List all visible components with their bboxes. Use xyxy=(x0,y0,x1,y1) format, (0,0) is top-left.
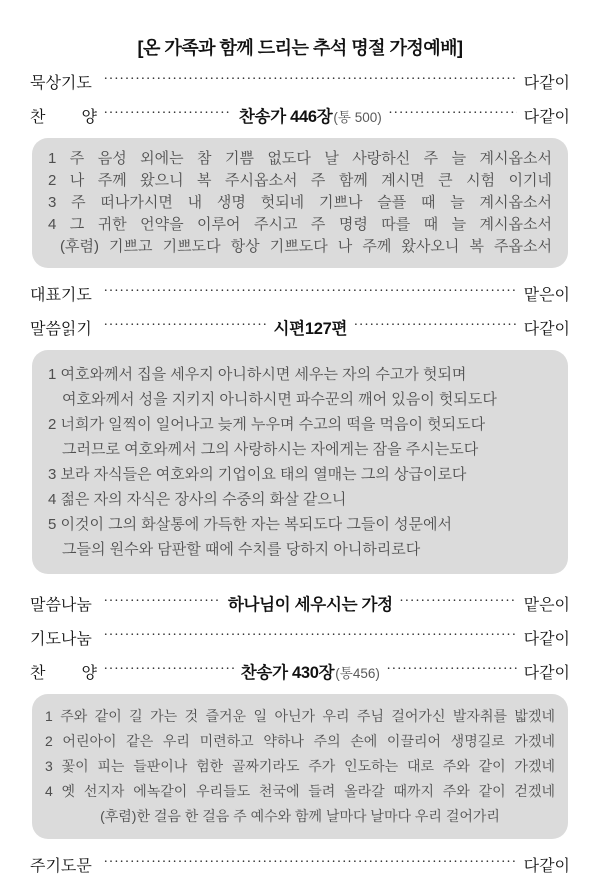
lyric-line: 1 주 음성 외에는 참 기쁨 없도다 날 사랑하신 주 늘 계시옵소서 xyxy=(48,150,552,167)
hymnal-cross-reference: (통456) xyxy=(335,666,380,681)
row-role: 맡은이 xyxy=(523,287,570,304)
order-row-hymn-446 xyxy=(30,104,570,129)
row-role: 맡은이 xyxy=(523,597,570,614)
lyric-line: 2 어린아이 같은 우리 미련하고 약하나 주의 손에 이끌리어 생명길로 가겠네 xyxy=(45,733,555,749)
psalm-verse-line: 5 이것이 그의 화살통에 가득한 자는 복되도다 그들이 성문에서 xyxy=(48,516,452,533)
lyric-line: 3 꽃이 피는 들판이나 험한 골짜기라도 주가 인도하는 대로 주와 같이 가겠네 xyxy=(45,758,555,774)
psalm-verse-line: 4 젊은 자의 자식은 장사의 수중의 화살 같으니 xyxy=(48,491,347,508)
lyric-line: 2 나 주께 왔으니 복 주시옵소서 주 함께 계시면 큰 시험 이기네 xyxy=(48,172,552,189)
dotted-leader xyxy=(104,626,517,644)
dotted-leader xyxy=(104,316,267,334)
row-role: 다같이 xyxy=(523,858,570,875)
lyric-line: 1 주와 같이 길 가는 것 즐거운 일 아닌가 우리 주님 걸어가신 발자취를 밟겠네 xyxy=(45,708,555,724)
lyric-line: 4 옛 선지자 에녹같이 우리들도 천국에 들려 올라갈 때까지 주와 같이 걷겠네 xyxy=(45,783,555,799)
sermon-title: 하나님이 세우시는 가정 xyxy=(227,596,393,614)
row-role: 다같이 xyxy=(523,75,570,92)
dotted-leader xyxy=(104,282,517,300)
order-row-representative-prayer xyxy=(30,282,570,307)
dotted-leader xyxy=(387,660,517,678)
dotted-leader xyxy=(104,592,221,610)
lyric-refrain-line: (후렴)한 걸음 한 걸음 주 예수와 함께 날마다 날마다 우리 걸어가리 xyxy=(100,808,500,824)
dotted-leader xyxy=(104,853,517,871)
row-label: 묵상기도 xyxy=(30,75,92,92)
order-row-scripture-reading xyxy=(30,316,570,341)
hymnal-cross-reference: (통 500) xyxy=(333,110,382,125)
row-role: 다같이 xyxy=(523,109,571,126)
dotted-leader xyxy=(389,104,517,122)
psalm-verse-line: 2 너희가 일찍이 일어나고 늦게 누우며 수고의 떡을 먹음이 헛되도다 xyxy=(48,416,486,433)
lyric-refrain-line: (후렴) 기쁘고 기쁘도다 항상 기쁘도다 나 주께 왔사오니 복 주옵소서 xyxy=(60,238,552,255)
dotted-leader xyxy=(354,316,517,334)
scripture-reference: 시편127편 xyxy=(273,320,348,338)
psalm-verse-continuation: 그들의 원수와 담판할 때에 수치를 당하지 아니하리로다 xyxy=(62,541,421,558)
dotted-leader xyxy=(104,70,517,88)
lyric-line: 3 주 떠나가시면 내 생명 헛되네 기쁘나 슬플 때 늘 계시옵소서 xyxy=(48,194,552,211)
hymn-number: 찬송가 446장 xyxy=(238,108,333,126)
psalm-verse-line: 1 여호와께서 집을 세우지 아니하시면 세우는 자의 수고가 헛되며 xyxy=(48,366,467,383)
order-row-hymn-430 xyxy=(30,660,570,685)
row-label: 말씀읽기 xyxy=(30,321,92,338)
dotted-leader xyxy=(400,592,517,610)
row-label: 찬 양 xyxy=(30,109,97,126)
psalm-verse-continuation: 그러므로 여호와께서 그의 사랑하시는 자에게는 잠을 주시는도다 xyxy=(62,441,479,458)
row-label: 기도나눔 xyxy=(30,631,92,648)
page-title: [온 가족과 함께 드리는 추석 명절 가정예배] xyxy=(137,38,463,58)
order-row-prayer-sharing xyxy=(30,626,570,651)
row-role: 다같이 xyxy=(523,665,571,682)
row-role: 다같이 xyxy=(523,631,570,648)
hymn-430-lyrics-box xyxy=(32,694,568,839)
psalm-verse-continuation: 여호와께서 성을 지키지 아니하시면 파수꾼의 깨어 있음이 헛되도다 xyxy=(62,391,497,408)
psalm-verse-line: 3 보라 자식들은 여호와의 기업이요 태의 열매는 그의 상급이로다 xyxy=(48,466,467,483)
hymn-446-lyrics-box xyxy=(32,138,568,268)
psalm-127-text-box xyxy=(32,350,568,574)
row-role: 다같이 xyxy=(523,321,571,338)
hymn-number: 찬송가 430장 xyxy=(240,664,335,682)
order-row-meditation xyxy=(30,70,570,95)
dotted-leader xyxy=(104,660,234,678)
dotted-leader xyxy=(104,104,232,122)
row-label: 찬 양 xyxy=(30,665,97,682)
row-label: 대표기도 xyxy=(30,287,92,304)
lyric-line: 4 그 귀한 언약을 이루어 주시고 주 명령 따를 때 늘 계시옵소서 xyxy=(48,216,552,233)
row-label: 주기도문 xyxy=(30,858,92,875)
order-row-lords-prayer xyxy=(30,853,570,878)
order-row-word-sharing xyxy=(30,592,570,617)
row-label: 말씀나눔 xyxy=(30,597,92,614)
